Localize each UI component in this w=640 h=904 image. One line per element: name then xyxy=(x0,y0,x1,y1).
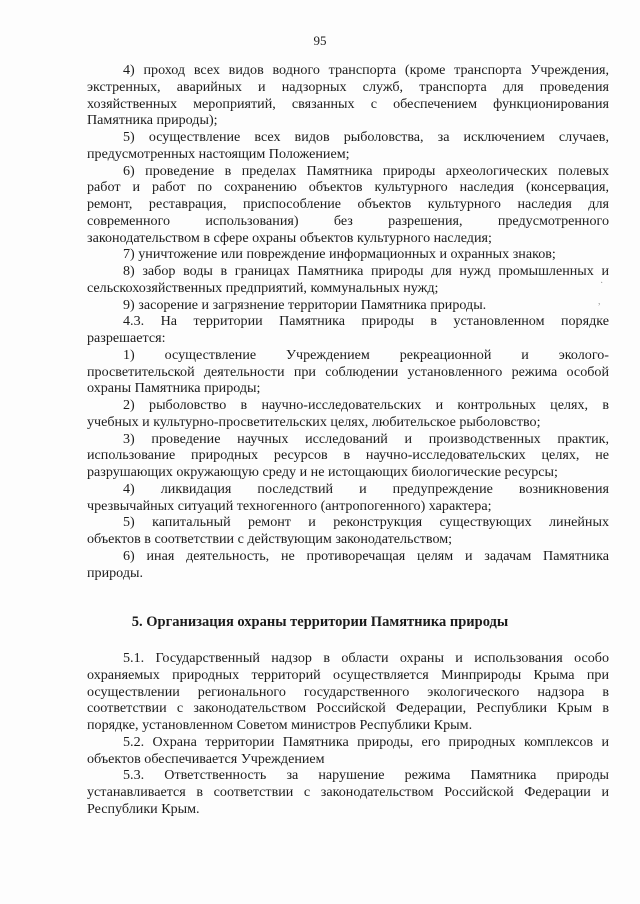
text-line: предусмотренных настоящим Положением; xyxy=(87,145,350,162)
section-heading: 5. Организация охраны территории Памятника природы xyxy=(131,614,509,630)
text-line: порядке, установленном Советом министров Республики Крым. xyxy=(87,717,473,733)
scan-mark: · xyxy=(600,278,604,289)
text-line: объектов обеспечивается Учреждением xyxy=(87,750,325,767)
text-line: охраны Памятника природы; xyxy=(87,380,261,397)
text-line: учебных и культурно-просветительских целях, любительское рыболовство; xyxy=(87,413,541,430)
text-line: осуществлении регионального государственного экологического надзора в xyxy=(87,683,609,700)
text-line: 6) проведение в пределах Памятника природы археологических полевых xyxy=(123,162,609,179)
text-line: природы. xyxy=(87,564,143,581)
text-line: 5) капитальный ремонт и реконструкция существующих линейных xyxy=(123,514,609,531)
paragraph-section-5 xyxy=(87,650,609,818)
text-line: 6) иная деятельность, не противоречащая целям и задачам Памятника xyxy=(123,547,609,564)
text-line: Памятника природы); xyxy=(87,112,218,129)
text-line: хозяйственных мероприятий, связанных с обеспечением функционирования xyxy=(87,95,609,112)
text-line: 7) уничтожение или повреждение информационных и охранных знаков; xyxy=(123,246,556,263)
text-line: 5.1. Государственный надзор в области охраны и использования особо xyxy=(123,650,609,666)
text-line: сельскохозяйственных предприятий, коммунальных нужд; xyxy=(87,279,439,296)
scan-mark: , xyxy=(598,296,601,307)
text-line: 8) забор воды в границах Памятника природы для нужд промышленных и xyxy=(123,263,609,279)
text-line: 5.3. Ответственность за нарушение режима Памятника природы xyxy=(123,767,609,784)
text-line: ремонт, реставрация, приспособление объектов культурного наследия для xyxy=(87,196,609,212)
text-line: объектов в соответствии с действующим законодательством; xyxy=(87,531,453,547)
text-line: чрезвычайных ситуаций техногенного (антропогенного) характера; xyxy=(87,497,492,514)
list-section-4 xyxy=(87,62,609,581)
page-number: 95 xyxy=(313,33,327,48)
text-line: 4.3. На территории Памятника природы в установленном порядке xyxy=(123,313,609,330)
text-line: просветительской деятельности при соблюдении установленного режима особой xyxy=(87,363,609,380)
text-line: работ и работ по сохранению объектов культурного наследия (консервация, xyxy=(87,179,609,196)
text-line: 2) рыболовство в научно-исследовательских и контрольных целях, в xyxy=(123,397,609,413)
text-line: Республики Крым. xyxy=(87,800,200,817)
text-line: экстренных, аварийных и надзорных служб, транспорта для проведения xyxy=(87,78,609,95)
text-line: охраняемых природных территорий осуществляется Минприроды Крыма при xyxy=(87,666,609,683)
text-line: разрешается: xyxy=(87,330,166,346)
text-line: 5.2. Охрана территории Памятника природы, его природных комплексов и xyxy=(123,733,609,750)
text-line: 4) ликвидация последствий и предупреждение возникновения xyxy=(123,480,609,497)
text-line: 5) осуществление всех видов рыболовства, за исключением случаев, xyxy=(123,129,609,145)
text-line: разрушающих окружающую среду и не истощающих биологические ресурсы; xyxy=(87,464,558,480)
text-line: законодательством в сфере охраны объектов культурного наследия; xyxy=(87,229,492,246)
text-line: устанавливается в соответствии с законодательством Российской Федерации и xyxy=(87,784,609,800)
text-line: использование природных ресурсов в научно-исследовательских целях, не xyxy=(87,447,609,464)
text-line: современного использования) без разрешения, предусмотренного xyxy=(87,212,609,229)
text-line: 9) засорение и загрязнение территории Памятника природы. xyxy=(123,296,487,313)
text-line: 3) проведение научных исследований и производственных практик, xyxy=(123,430,609,447)
text-line: 4) проход всех видов водного транспорта (кроме транспорта Учреждения, xyxy=(123,62,609,78)
text-line: 1) осуществление Учреждением рекреационной и эколого- xyxy=(123,346,609,363)
text-line: соответствии с законодательством Российской Федерации, Республики Крым в xyxy=(87,700,609,717)
